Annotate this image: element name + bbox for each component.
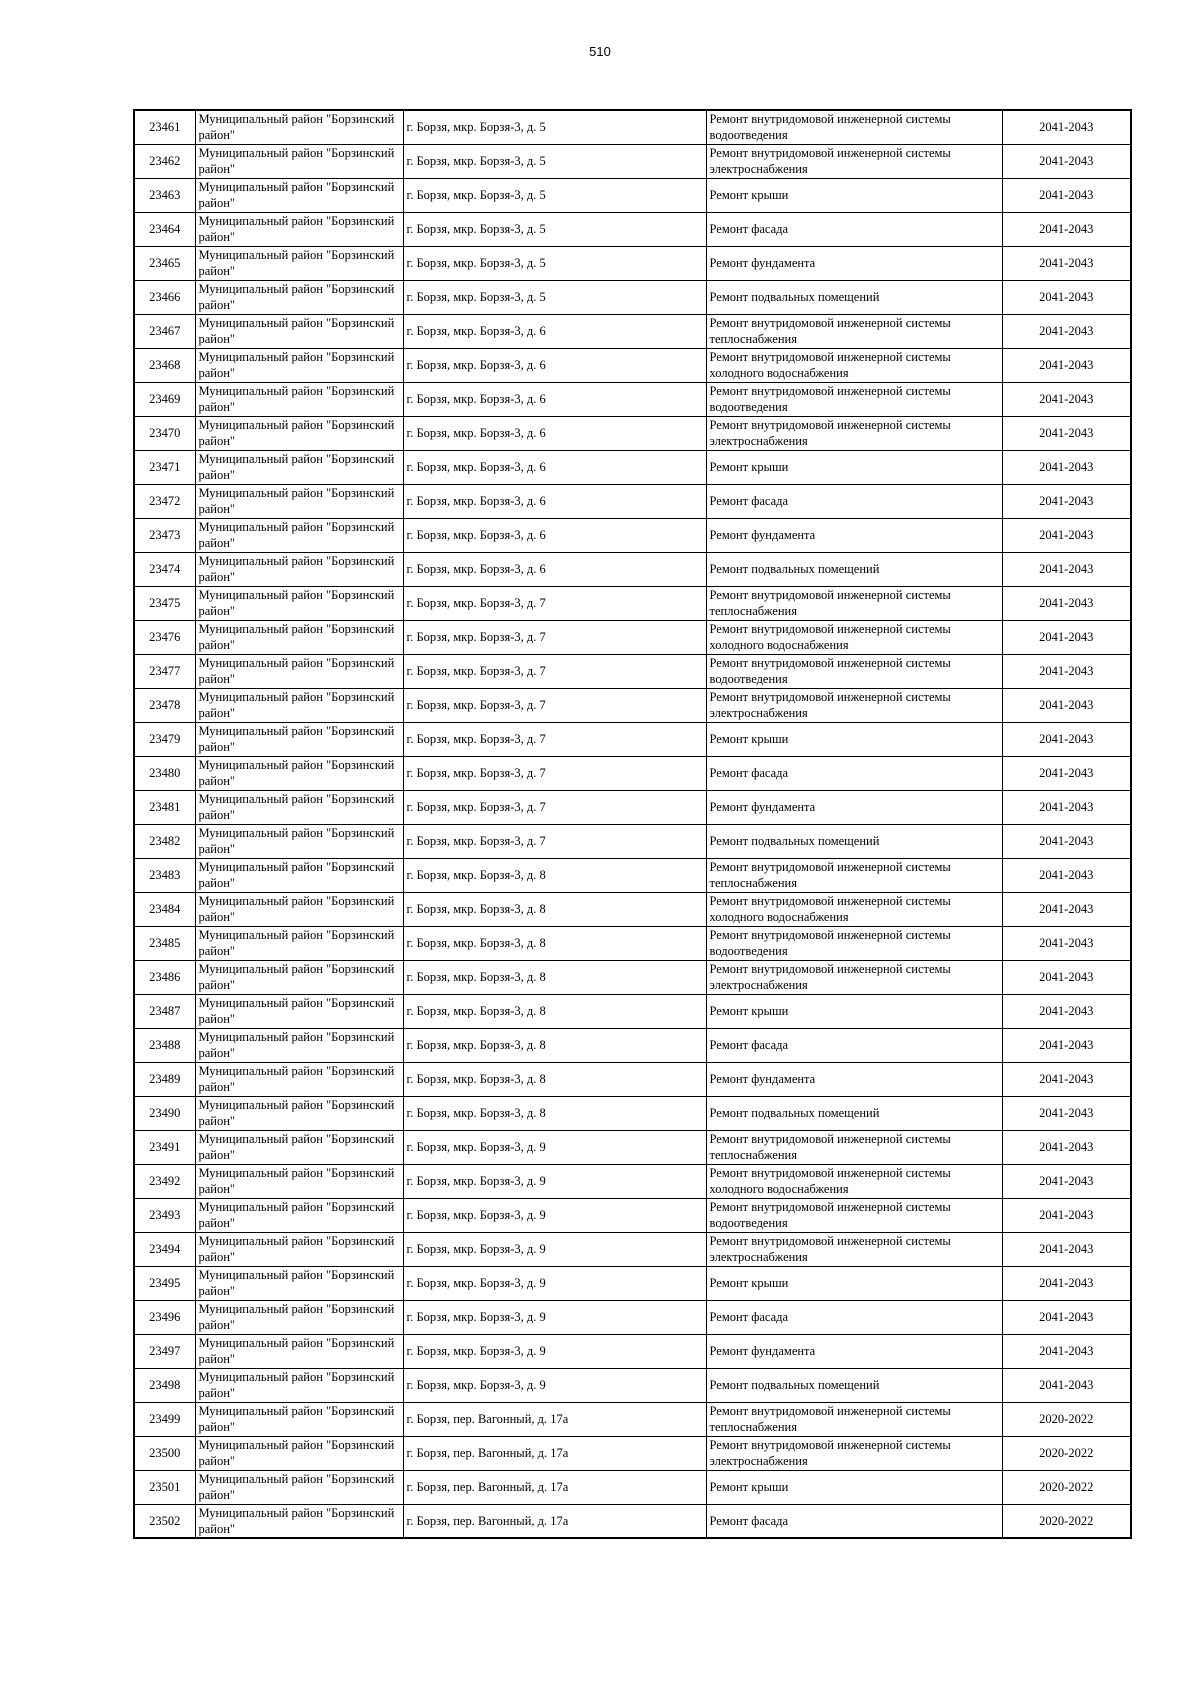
municipality-cell: Муниципальный район "Борзинский район" <box>195 280 403 314</box>
municipality-cell: Муниципальный район "Борзинский район" <box>195 518 403 552</box>
row-number-cell: 23481 <box>134 790 195 824</box>
row-number-cell: 23486 <box>134 960 195 994</box>
table-row <box>134 484 1131 518</box>
row-number-cell: 23501 <box>134 1470 195 1504</box>
address-cell: г. Борзя, мкр. Борзя-3, д. 7 <box>403 654 706 688</box>
address-cell: г. Борзя, мкр. Борзя-3, д. 7 <box>403 722 706 756</box>
municipality-cell: Муниципальный район "Борзинский район" <box>195 416 403 450</box>
period-cell: 2041-2043 <box>1002 1266 1131 1300</box>
period-cell: 2041-2043 <box>1002 1096 1131 1130</box>
period-cell: 2041-2043 <box>1002 586 1131 620</box>
address-cell: г. Борзя, пер. Вагонный, д. 17а <box>403 1436 706 1470</box>
work-type-cell: Ремонт крыши <box>706 994 1002 1028</box>
row-number-cell: 23487 <box>134 994 195 1028</box>
period-cell: 2020-2022 <box>1002 1470 1131 1504</box>
period-cell: 2041-2043 <box>1002 450 1131 484</box>
row-number-cell: 23462 <box>134 144 195 178</box>
address-cell: г. Борзя, мкр. Борзя-3, д. 7 <box>403 756 706 790</box>
period-cell: 2041-2043 <box>1002 1198 1131 1232</box>
municipality-cell: Муниципальный район "Борзинский район" <box>195 484 403 518</box>
address-cell: г. Борзя, мкр. Борзя-3, д. 8 <box>403 926 706 960</box>
table-body <box>134 110 1131 1538</box>
row-number-cell: 23484 <box>134 892 195 926</box>
municipality-cell: Муниципальный район "Борзинский район" <box>195 1130 403 1164</box>
work-type-cell: Ремонт фасада <box>706 756 1002 790</box>
table-row <box>134 1402 1131 1436</box>
work-type-cell: Ремонт внутридомовой инженерной системы электроснабжения <box>706 960 1002 994</box>
work-type-cell: Ремонт внутридомовой инженерной системы водоотведения <box>706 654 1002 688</box>
municipality-cell: Муниципальный район "Борзинский район" <box>195 586 403 620</box>
period-cell: 2041-2043 <box>1002 790 1131 824</box>
row-number-cell: 23461 <box>134 110 195 144</box>
row-number-cell: 23463 <box>134 178 195 212</box>
work-type-cell: Ремонт фундамента <box>706 1334 1002 1368</box>
municipality-cell: Муниципальный район "Борзинский район" <box>195 1334 403 1368</box>
period-cell: 2041-2043 <box>1002 688 1131 722</box>
address-cell: г. Борзя, мкр. Борзя-3, д. 5 <box>403 178 706 212</box>
municipality-cell: Муниципальный район "Борзинский район" <box>195 450 403 484</box>
municipality-cell: Муниципальный район "Борзинский район" <box>195 1300 403 1334</box>
municipality-cell: Муниципальный район "Борзинский район" <box>195 178 403 212</box>
row-number-cell: 23494 <box>134 1232 195 1266</box>
address-cell: г. Борзя, мкр. Борзя-3, д. 9 <box>403 1232 706 1266</box>
period-cell: 2041-2043 <box>1002 756 1131 790</box>
row-number-cell: 23496 <box>134 1300 195 1334</box>
period-cell: 2041-2043 <box>1002 382 1131 416</box>
period-cell: 2041-2043 <box>1002 178 1131 212</box>
municipality-cell: Муниципальный район "Борзинский район" <box>195 348 403 382</box>
work-type-cell: Ремонт внутридомовой инженерной системы холодного водоснабжения <box>706 620 1002 654</box>
address-cell: г. Борзя, мкр. Борзя-3, д. 8 <box>403 1096 706 1130</box>
address-cell: г. Борзя, мкр. Борзя-3, д. 5 <box>403 212 706 246</box>
table-row <box>134 960 1131 994</box>
row-number-cell: 23468 <box>134 348 195 382</box>
table-row <box>134 178 1131 212</box>
period-cell: 2041-2043 <box>1002 1334 1131 1368</box>
period-cell: 2041-2043 <box>1002 824 1131 858</box>
address-cell: г. Борзя, мкр. Борзя-3, д. 6 <box>403 382 706 416</box>
row-number-cell: 23502 <box>134 1504 195 1538</box>
work-type-cell: Ремонт внутридомовой инженерной системы электроснабжения <box>706 144 1002 178</box>
address-cell: г. Борзя, мкр. Борзя-3, д. 9 <box>403 1334 706 1368</box>
work-type-cell: Ремонт внутридомовой инженерной системы электроснабжения <box>706 1436 1002 1470</box>
municipality-cell: Муниципальный район "Борзинский район" <box>195 960 403 994</box>
table-row <box>134 654 1131 688</box>
work-type-cell: Ремонт фундамента <box>706 518 1002 552</box>
period-cell: 2041-2043 <box>1002 280 1131 314</box>
table-row <box>134 1436 1131 1470</box>
period-cell: 2041-2043 <box>1002 518 1131 552</box>
period-cell: 2041-2043 <box>1002 1300 1131 1334</box>
row-number-cell: 23465 <box>134 246 195 280</box>
work-type-cell: Ремонт внутридомовой инженерной системы водоотведения <box>706 110 1002 144</box>
row-number-cell: 23495 <box>134 1266 195 1300</box>
address-cell: г. Борзя, мкр. Борзя-3, д. 8 <box>403 1062 706 1096</box>
municipality-cell: Муниципальный район "Борзинский район" <box>195 314 403 348</box>
period-cell: 2041-2043 <box>1002 314 1131 348</box>
row-number-cell: 23471 <box>134 450 195 484</box>
municipality-cell: Муниципальный район "Борзинский район" <box>195 620 403 654</box>
municipality-cell: Муниципальный район "Борзинский район" <box>195 1470 403 1504</box>
table-row <box>134 518 1131 552</box>
period-cell: 2041-2043 <box>1002 212 1131 246</box>
row-number-cell: 23469 <box>134 382 195 416</box>
period-cell: 2041-2043 <box>1002 994 1131 1028</box>
row-number-cell: 23499 <box>134 1402 195 1436</box>
table-row <box>134 790 1131 824</box>
work-type-cell: Ремонт фундамента <box>706 790 1002 824</box>
table-row <box>134 1266 1131 1300</box>
work-type-cell: Ремонт внутридомовой инженерной системы холодного водоснабжения <box>706 892 1002 926</box>
address-cell: г. Борзя, мкр. Борзя-3, д. 8 <box>403 858 706 892</box>
address-cell: г. Борзя, мкр. Борзя-3, д. 7 <box>403 586 706 620</box>
period-cell: 2041-2043 <box>1002 1130 1131 1164</box>
row-number-cell: 23493 <box>134 1198 195 1232</box>
row-number-cell: 23467 <box>134 314 195 348</box>
municipality-cell: Муниципальный район "Борзинский район" <box>195 688 403 722</box>
period-cell: 2041-2043 <box>1002 416 1131 450</box>
municipality-cell: Муниципальный район "Борзинский район" <box>195 552 403 586</box>
work-type-cell: Ремонт фасада <box>706 1028 1002 1062</box>
municipality-cell: Муниципальный район "Борзинский район" <box>195 1504 403 1538</box>
row-number-cell: 23479 <box>134 722 195 756</box>
work-type-cell: Ремонт подвальных помещений <box>706 1096 1002 1130</box>
municipality-cell: Муниципальный район "Борзинский район" <box>195 1368 403 1402</box>
address-cell: г. Борзя, мкр. Борзя-3, д. 6 <box>403 416 706 450</box>
work-type-cell: Ремонт подвальных помещений <box>706 1368 1002 1402</box>
row-number-cell: 23466 <box>134 280 195 314</box>
work-type-cell: Ремонт фундамента <box>706 246 1002 280</box>
table-row <box>134 110 1131 144</box>
table-row <box>134 1300 1131 1334</box>
municipality-cell: Муниципальный район "Борзинский район" <box>195 382 403 416</box>
table-row <box>134 1334 1131 1368</box>
work-type-cell: Ремонт крыши <box>706 1470 1002 1504</box>
period-cell: 2041-2043 <box>1002 144 1131 178</box>
address-cell: г. Борзя, мкр. Борзя-3, д. 6 <box>403 552 706 586</box>
period-cell: 2041-2043 <box>1002 1062 1131 1096</box>
work-type-cell: Ремонт фундамента <box>706 1062 1002 1096</box>
municipality-cell: Муниципальный район "Борзинский район" <box>195 824 403 858</box>
register-table <box>133 109 1132 1539</box>
work-type-cell: Ремонт крыши <box>706 178 1002 212</box>
address-cell: г. Борзя, мкр. Борзя-3, д. 7 <box>403 790 706 824</box>
address-cell: г. Борзя, пер. Вагонный, д. 17а <box>403 1402 706 1436</box>
address-cell: г. Борзя, мкр. Борзя-3, д. 8 <box>403 960 706 994</box>
municipality-cell: Муниципальный район "Борзинский район" <box>195 110 403 144</box>
address-cell: г. Борзя, мкр. Борзя-3, д. 9 <box>403 1368 706 1402</box>
table-row <box>134 382 1131 416</box>
row-number-cell: 23472 <box>134 484 195 518</box>
period-cell: 2041-2043 <box>1002 892 1131 926</box>
row-number-cell: 23475 <box>134 586 195 620</box>
work-type-cell: Ремонт подвальных помещений <box>706 552 1002 586</box>
table-row <box>134 280 1131 314</box>
table-row <box>134 450 1131 484</box>
municipality-cell: Муниципальный район "Борзинский район" <box>195 892 403 926</box>
table-row <box>134 552 1131 586</box>
address-cell: г. Борзя, пер. Вагонный, д. 17а <box>403 1504 706 1538</box>
table-row <box>134 586 1131 620</box>
address-cell: г. Борзя, мкр. Борзя-3, д. 7 <box>403 824 706 858</box>
table-row <box>134 212 1131 246</box>
address-cell: г. Борзя, мкр. Борзя-3, д. 5 <box>403 144 706 178</box>
table-row <box>134 620 1131 654</box>
period-cell: 2041-2043 <box>1002 722 1131 756</box>
table-row <box>134 688 1131 722</box>
work-type-cell: Ремонт внутридомовой инженерной системы теплоснабжения <box>706 1130 1002 1164</box>
period-cell: 2020-2022 <box>1002 1402 1131 1436</box>
table-row <box>134 858 1131 892</box>
address-cell: г. Борзя, мкр. Борзя-3, д. 6 <box>403 518 706 552</box>
period-cell: 2041-2043 <box>1002 1164 1131 1198</box>
row-number-cell: 23482 <box>134 824 195 858</box>
period-cell: 2041-2043 <box>1002 1028 1131 1062</box>
municipality-cell: Муниципальный район "Борзинский район" <box>195 722 403 756</box>
row-number-cell: 23483 <box>134 858 195 892</box>
address-cell: г. Борзя, пер. Вагонный, д. 17а <box>403 1470 706 1504</box>
municipality-cell: Муниципальный район "Борзинский район" <box>195 1402 403 1436</box>
municipality-cell: Муниципальный район "Борзинский район" <box>195 144 403 178</box>
row-number-cell: 23491 <box>134 1130 195 1164</box>
row-number-cell: 23492 <box>134 1164 195 1198</box>
period-cell: 2041-2043 <box>1002 858 1131 892</box>
work-type-cell: Ремонт внутридомовой инженерной системы водоотведения <box>706 926 1002 960</box>
work-type-cell: Ремонт внутридомовой инженерной системы теплоснабжения <box>706 314 1002 348</box>
period-cell: 2041-2043 <box>1002 1368 1131 1402</box>
table-row <box>134 1096 1131 1130</box>
work-type-cell: Ремонт крыши <box>706 1266 1002 1300</box>
row-number-cell: 23470 <box>134 416 195 450</box>
row-number-cell: 23480 <box>134 756 195 790</box>
row-number-cell: 23474 <box>134 552 195 586</box>
row-number-cell: 23489 <box>134 1062 195 1096</box>
address-cell: г. Борзя, мкр. Борзя-3, д. 6 <box>403 450 706 484</box>
municipality-cell: Муниципальный район "Борзинский район" <box>195 1198 403 1232</box>
table-row <box>134 1130 1131 1164</box>
address-cell: г. Борзя, мкр. Борзя-3, д. 5 <box>403 246 706 280</box>
municipality-cell: Муниципальный район "Борзинский район" <box>195 1232 403 1266</box>
row-number-cell: 23490 <box>134 1096 195 1130</box>
table-row <box>134 1198 1131 1232</box>
table-row <box>134 892 1131 926</box>
address-cell: г. Борзя, мкр. Борзя-3, д. 6 <box>403 348 706 382</box>
table-row <box>134 1062 1131 1096</box>
work-type-cell: Ремонт внутридомовой инженерной системы холодного водоснабжения <box>706 348 1002 382</box>
table-row <box>134 246 1131 280</box>
work-type-cell: Ремонт внутридомовой инженерной системы электроснабжения <box>706 416 1002 450</box>
work-type-cell: Ремонт крыши <box>706 722 1002 756</box>
municipality-cell: Муниципальный район "Борзинский район" <box>195 1164 403 1198</box>
municipality-cell: Муниципальный район "Борзинский район" <box>195 756 403 790</box>
row-number-cell: 23478 <box>134 688 195 722</box>
period-cell: 2041-2043 <box>1002 1232 1131 1266</box>
period-cell: 2020-2022 <box>1002 1436 1131 1470</box>
period-cell: 2041-2043 <box>1002 348 1131 382</box>
table-row <box>134 756 1131 790</box>
row-number-cell: 23497 <box>134 1334 195 1368</box>
address-cell: г. Борзя, мкр. Борзя-3, д. 6 <box>403 314 706 348</box>
work-type-cell: Ремонт внутридомовой инженерной системы водоотведения <box>706 382 1002 416</box>
work-type-cell: Ремонт крыши <box>706 450 1002 484</box>
address-cell: г. Борзя, мкр. Борзя-3, д. 5 <box>403 280 706 314</box>
table-row <box>134 1470 1131 1504</box>
municipality-cell: Муниципальный район "Борзинский район" <box>195 1266 403 1300</box>
table-row <box>134 1164 1131 1198</box>
municipality-cell: Муниципальный район "Борзинский район" <box>195 212 403 246</box>
address-cell: г. Борзя, мкр. Борзя-3, д. 9 <box>403 1130 706 1164</box>
period-cell: 2041-2043 <box>1002 484 1131 518</box>
work-type-cell: Ремонт внутридомовой инженерной системы электроснабжения <box>706 1232 1002 1266</box>
address-cell: г. Борзя, мкр. Борзя-3, д. 6 <box>403 484 706 518</box>
row-number-cell: 23473 <box>134 518 195 552</box>
address-cell: г. Борзя, мкр. Борзя-3, д. 9 <box>403 1198 706 1232</box>
period-cell: 2041-2043 <box>1002 926 1131 960</box>
address-cell: г. Борзя, мкр. Борзя-3, д. 8 <box>403 1028 706 1062</box>
table-row <box>134 314 1131 348</box>
period-cell: 2041-2043 <box>1002 246 1131 280</box>
municipality-cell: Муниципальный район "Борзинский район" <box>195 926 403 960</box>
row-number-cell: 23477 <box>134 654 195 688</box>
row-number-cell: 23500 <box>134 1436 195 1470</box>
page-number: 510 <box>589 44 611 59</box>
work-type-cell: Ремонт внутридомовой инженерной системы водоотведения <box>706 1198 1002 1232</box>
table-row <box>134 994 1131 1028</box>
work-type-cell: Ремонт подвальных помещений <box>706 824 1002 858</box>
address-cell: г. Борзя, мкр. Борзя-3, д. 7 <box>403 620 706 654</box>
municipality-cell: Муниципальный район "Борзинский район" <box>195 1062 403 1096</box>
work-type-cell: Ремонт фасада <box>706 1504 1002 1538</box>
municipality-cell: Муниципальный район "Борзинский район" <box>195 1028 403 1062</box>
row-number-cell: 23488 <box>134 1028 195 1062</box>
work-type-cell: Ремонт внутридомовой инженерной системы теплоснабжения <box>706 1402 1002 1436</box>
address-cell: г. Борзя, мкр. Борзя-3, д. 9 <box>403 1300 706 1334</box>
municipality-cell: Муниципальный район "Борзинский район" <box>195 1436 403 1470</box>
municipality-cell: Муниципальный район "Борзинский район" <box>195 1096 403 1130</box>
table-row <box>134 416 1131 450</box>
table-row <box>134 1368 1131 1402</box>
table-row <box>134 1504 1131 1538</box>
row-number-cell: 23498 <box>134 1368 195 1402</box>
municipality-cell: Муниципальный район "Борзинский район" <box>195 858 403 892</box>
municipality-cell: Муниципальный район "Борзинский район" <box>195 246 403 280</box>
address-cell: г. Борзя, мкр. Борзя-3, д. 8 <box>403 994 706 1028</box>
address-cell: г. Борзя, мкр. Борзя-3, д. 7 <box>403 688 706 722</box>
period-cell: 2041-2043 <box>1002 960 1131 994</box>
work-type-cell: Ремонт подвальных помещений <box>706 280 1002 314</box>
table-row <box>134 1028 1131 1062</box>
table-row <box>134 144 1131 178</box>
work-type-cell: Ремонт внутридомовой инженерной системы теплоснабжения <box>706 586 1002 620</box>
address-cell: г. Борзя, мкр. Борзя-3, д. 8 <box>403 892 706 926</box>
table-row <box>134 1232 1131 1266</box>
table-row <box>134 348 1131 382</box>
table-row <box>134 926 1131 960</box>
row-number-cell: 23476 <box>134 620 195 654</box>
work-type-cell: Ремонт внутридомовой инженерной системы электроснабжения <box>706 688 1002 722</box>
municipality-cell: Муниципальный район "Борзинский район" <box>195 994 403 1028</box>
municipality-cell: Муниципальный район "Борзинский район" <box>195 654 403 688</box>
work-type-cell: Ремонт фасада <box>706 212 1002 246</box>
period-cell: 2041-2043 <box>1002 552 1131 586</box>
work-type-cell: Ремонт фасада <box>706 1300 1002 1334</box>
work-type-cell: Ремонт фасада <box>706 484 1002 518</box>
table-row <box>134 824 1131 858</box>
period-cell: 2041-2043 <box>1002 654 1131 688</box>
period-cell: 2041-2043 <box>1002 620 1131 654</box>
period-cell: 2041-2043 <box>1002 110 1131 144</box>
address-cell: г. Борзя, мкр. Борзя-3, д. 5 <box>403 110 706 144</box>
row-number-cell: 23464 <box>134 212 195 246</box>
work-type-cell: Ремонт внутридомовой инженерной системы холодного водоснабжения <box>706 1164 1002 1198</box>
table-row <box>134 722 1131 756</box>
municipality-cell: Муниципальный район "Борзинский район" <box>195 790 403 824</box>
work-type-cell: Ремонт внутридомовой инженерной системы теплоснабжения <box>706 858 1002 892</box>
period-cell: 2020-2022 <box>1002 1504 1131 1538</box>
address-cell: г. Борзя, мкр. Борзя-3, д. 9 <box>403 1164 706 1198</box>
row-number-cell: 23485 <box>134 926 195 960</box>
address-cell: г. Борзя, мкр. Борзя-3, д. 9 <box>403 1266 706 1300</box>
